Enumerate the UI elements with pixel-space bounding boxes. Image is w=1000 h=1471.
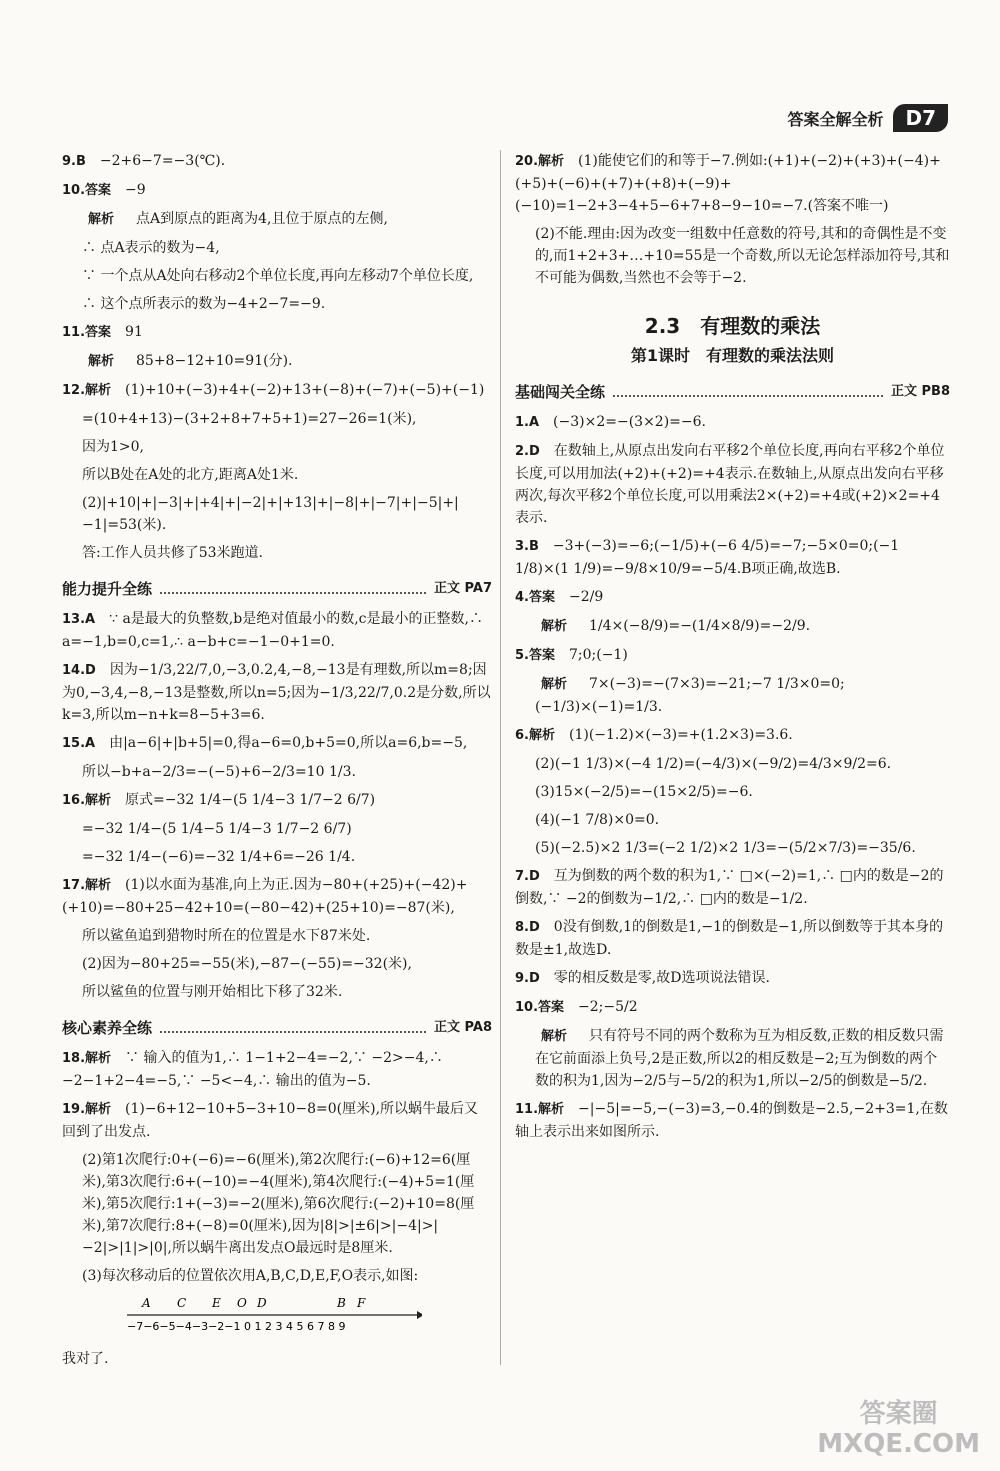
answer-text: ∵ 输入的值为1,∴ 1−1+2−4=−2,∵ −2>−4,∴ −2−1+2−4=−5,∵ −5<−4,∴ 输出的值为−5.	[62, 1050, 443, 1089]
answer-line	[62, 925, 492, 947]
question-number: 2.D	[515, 444, 540, 459]
answer-line	[515, 724, 950, 747]
left-answers-3	[62, 1047, 492, 1287]
answer-line	[62, 981, 492, 1003]
question-number: 20.解析	[515, 154, 565, 169]
answer-line	[62, 208, 492, 231]
section-title: 基础闯关全练	[515, 383, 606, 401]
question-number: 11.解析	[515, 1102, 565, 1117]
answer-line	[62, 789, 492, 812]
answer-text: 所以鲨鱼追到猎物时所在的位置是水下87米处.	[82, 928, 371, 944]
answer-line	[62, 818, 492, 840]
answer-line	[62, 237, 492, 259]
answer-text: ∵ a是最大的负整数,b是绝对值最小的数,c是最小的正整数,∴ a=−1,b=0,c=1,∴ a−b+c=−1−0+1=0.	[62, 611, 483, 650]
question-number: 14.D	[62, 663, 96, 678]
answer-text: (4)(−1 7/8)×0=0.	[535, 812, 660, 828]
analysis-tag: 解析	[88, 212, 115, 227]
analysis-tag: 解析	[541, 619, 568, 634]
analysis-tag: 解析	[541, 1029, 568, 1044]
question-number: 12.解析	[62, 383, 112, 398]
answer-line	[515, 967, 950, 990]
question-number: 15.A	[62, 736, 96, 751]
answer-text: 7×(−3)=−(7×3)=−21;−7 1/3×0=0;(−1/3)×(−1)=1/3.	[535, 676, 845, 715]
right-column	[515, 150, 950, 1149]
question-number: 10.答案	[515, 1000, 565, 1015]
header-title: 答案全解全析	[787, 109, 884, 129]
answer-text: 因为−1/3,22/7,0,−3,0.2,4,−8,−13是有理数,所以m=8;因为0,−3,4,−8,−13是整数,所以n=5;因为−1/3,22/7,0.2是分数,所以k=3,所以m−n+k=8−5+3=6.	[62, 662, 491, 723]
analysis-tag: 解析	[541, 677, 568, 692]
answer-text: (1)(−1.2)×(−3)=+(1.2×3)=3.6.	[568, 727, 793, 743]
question-number: 17.解析	[62, 878, 112, 893]
dotted-leader	[613, 387, 883, 397]
answer-text: 原式=−32 1/4−(5 1/4−3 1/7−2 6/7)	[125, 792, 376, 808]
section-header-core	[62, 1017, 492, 1039]
answer-line	[515, 865, 950, 910]
answer-text: −2;−5/2	[578, 999, 638, 1015]
answer-line	[62, 953, 492, 975]
left-column	[62, 150, 492, 1376]
answer-line	[62, 379, 492, 402]
question-number: 5.答案	[515, 648, 555, 663]
analysis-tag: 解析	[88, 354, 115, 369]
answer-text: =−32 1/4−(−6)=−32 1/4+6=−26 1/4.	[82, 849, 356, 865]
answer-line	[515, 411, 950, 434]
answer-line	[62, 608, 492, 653]
answer-text: 1/4×(−8/9)=−(1/4×8/9)=−2/9.	[589, 618, 811, 634]
number-line-figure	[122, 1293, 492, 1340]
watermark-line1: 答案圈	[859, 1399, 938, 1429]
answer-text: (3)每次移动后的位置依次用A,B,C,D,E,F,O表示,如图:	[82, 1268, 419, 1284]
answer-text: −9	[125, 182, 146, 198]
point-label: E	[212, 1296, 221, 1310]
page-header	[787, 104, 948, 132]
answer-line	[62, 408, 492, 430]
answer-text: 所以−b+a−2/3=−(−5)+6−2/3=10 1/3.	[82, 764, 356, 780]
answer-line	[62, 846, 492, 868]
answer-line	[62, 1265, 492, 1287]
answer-text: 因为1>0,	[82, 439, 144, 455]
left-answers-1	[62, 150, 492, 564]
answer-text: (1)能使它们的和等于−7.例如:(+1)+(−2)+(+3)+(−4)+(+5)+(−6)+(+7)+(+8)+(−9)+(−10)=1−2+3−4+5−6+7+8−9−10=−7.(答案不唯一)	[515, 153, 941, 214]
question-number: 6.解析	[515, 728, 555, 743]
answer-line	[62, 542, 492, 564]
watermark-logo	[817, 1399, 980, 1459]
answer-text: ∴ 点A表示的数为−4,	[82, 240, 220, 256]
question-number: 10.答案	[62, 183, 112, 198]
section-header-basic	[515, 381, 950, 403]
answer-text: 91	[125, 324, 143, 340]
final-note: 我对了.	[62, 1351, 109, 1367]
section-title: 核心素养全练	[62, 1019, 153, 1037]
answer-line	[515, 996, 950, 1019]
answer-line	[515, 673, 950, 718]
answer-text: =−32 1/4−(5 1/4−5 1/4−3 1/7−2 6/7)	[82, 821, 352, 837]
answer-line	[515, 753, 950, 775]
answer-line	[62, 761, 492, 783]
answer-text: 在数轴上,从原点出发向右平移2个单位长度,再向右平移2个单位长度,可以用加法(+2)+(+2)=+4表示.在数轴上,从原点出发向右平移两次,每次平移2个单位长度,可以用乘法2×(+2)=+4或(+2)×2=+4表示.	[515, 443, 945, 526]
answer-line	[515, 440, 950, 529]
question-number: 18.解析	[62, 1051, 112, 1066]
arrow-head-icon	[417, 1311, 422, 1319]
question-number: 1.A	[515, 415, 540, 430]
section-ref: 正文 PA8	[434, 1020, 492, 1035]
dotted-leader	[160, 1023, 426, 1033]
dotted-leader	[160, 584, 426, 594]
number-line-svg	[122, 1293, 422, 1333]
question-number: 16.解析	[62, 793, 112, 808]
point-label: B	[337, 1296, 346, 1310]
answer-line	[515, 781, 950, 803]
answer-line	[515, 644, 950, 667]
answer-line	[62, 464, 492, 486]
answer-text: −|−5|=−5,−(−3)=3,−0.4的倒数是−2.5,−2+3=1,在数轴上表示出来如图所示.	[515, 1101, 948, 1140]
answer-line	[515, 223, 950, 289]
answer-text: −2/9	[568, 589, 604, 605]
answer-text: 点A到原点的距离为4,且位于原点的左侧,	[136, 211, 388, 227]
answer-text: 互为倒数的两个数的积为1,∵ □×(−2)=1,∴ □内的数是−2的倒数,∵ −2的倒数为−1/2,∴ □内的数是−1/2.	[515, 868, 944, 907]
question-number: 7.D	[515, 869, 540, 884]
answer-line	[62, 1047, 492, 1092]
answer-text: (2)第1次爬行:0+(−6)=−6(厘米),第2次爬行:(−6)+12=6(厘米),第3次爬行:6+(−10)=−4(厘米),第4次爬行:(−4)+5=1(厘米),第5次爬行:1+(−3)=−2(厘米),第6次爬行:(−2)+10=8(厘米),第7次爬行:8+(−8)=0(厘米),因为|8|>|±6|>|−4|>|−2|>|1|>|0|,所以蜗牛离出发点O最远时是8厘米.	[82, 1152, 475, 1256]
question-number: 3.B	[515, 539, 539, 554]
answer-text: 答:工作人员共修了53米跑道.	[82, 545, 263, 561]
page-number-badge: D7	[893, 104, 948, 132]
point-label: C	[177, 1296, 187, 1310]
answer-line	[62, 293, 492, 315]
answer-line	[62, 265, 492, 287]
watermark-line2: MXQE.COM	[817, 1429, 980, 1459]
answer-line	[62, 179, 492, 202]
column-divider	[500, 150, 501, 1365]
answer-line	[515, 586, 950, 609]
right-answers-1	[515, 150, 950, 289]
question-number: 4.答案	[515, 590, 555, 605]
question-number: 9.B	[62, 154, 86, 169]
answer-text: (5)(−2.5)×2 1/3=(−2 1/2)×2 1/3=−(5/2×7/3)=−35/6.	[535, 840, 916, 856]
answer-line	[515, 916, 950, 961]
answer-text: ∵ 一个点从A处向右移动2个单位长度,再向左移动7个单位长度,	[82, 268, 474, 284]
answer-text: (3)15×(−2/5)=−(15×2/5)=−6.	[535, 784, 753, 800]
point-label: D	[257, 1296, 267, 1310]
answer-line	[62, 659, 492, 726]
answer-text: 7;0;(−1)	[568, 647, 628, 663]
answer-text: 由|a−6|+|b+5|=0,得a−6=0,b+5=0,所以a=6,b=−5,	[109, 735, 468, 751]
answer-line	[62, 150, 492, 173]
question-number: 8.D	[515, 920, 540, 935]
question-number: 9.D	[515, 971, 540, 986]
section-ref: 正文 PB8	[890, 384, 950, 399]
answer-line	[62, 1149, 492, 1259]
answer-line	[515, 615, 950, 638]
answer-line	[515, 809, 950, 831]
answer-text: −3+(−3)=−6;(−1/5)+(−6 4/5)=−7;−5×0=0;(−1 1/8)×(1 1/9)=−9/8×10/9=−5/4.B项正确,故选B.	[515, 538, 900, 577]
chapter-heading: 2.3 有理数的乘法	[644, 314, 821, 338]
answer-text: 只有符号不同的两个数称为互为相反数,正数的相反数只需在它前面添上负号,2是正数,所以2的相反数是−2;互为倒数的两个数的积为1,因为−2/5与−5/2的积为1,所以−2/5的倒数是−5/2.	[535, 1028, 944, 1089]
lesson-heading: 第1课时 有理数的乘法法则	[630, 346, 835, 365]
answer-line	[515, 535, 950, 580]
question-number: 13.A	[62, 612, 96, 627]
answer-text: (1)+10+(−3)+4+(−2)+13+(−8)+(−7)+(−5)+(−1)	[125, 382, 485, 398]
left-answers-2	[62, 608, 492, 1003]
answer-text: 所以B处在A处的北方,距离A处1米.	[82, 467, 299, 483]
answer-line	[62, 492, 492, 536]
section-title: 能力提升全练	[62, 580, 153, 598]
point-label: A	[142, 1296, 151, 1310]
answer-text: (1)−6+12−10+5−3+10−8=0(厘米),所以蜗牛最后又回到了出发点.	[62, 1101, 479, 1140]
answer-text: 0没有倒数,1的倒数是1,−1的倒数是−1,所以倒数等于其本身的数是±1,故选D.	[515, 919, 944, 958]
answer-line	[62, 874, 492, 919]
answer-line	[62, 436, 492, 458]
answer-line	[62, 321, 492, 344]
right-answers-2	[515, 411, 950, 1143]
answer-text: (2)(−1 1/3)×(−4 1/2)=(−4/3)×(−9/2)=4/3×9/2=6.	[535, 756, 892, 772]
point-label: F	[357, 1296, 366, 1310]
section-ref: 正文 PA7	[434, 581, 492, 596]
answer-text: (2)不能.理由:因为改变一组数中任意数的符号,其和的奇偶性是不变的,而1+2+3+…+10=55是一个奇数,所以无论怎样添加符号,其和不可能为偶数,当然也不会等于−2.	[535, 226, 950, 286]
answer-line	[62, 1098, 492, 1143]
answer-text: (2)因为−80+25=−55(米),−87−(−55)=−32(米),	[82, 956, 412, 972]
answer-text: (1)以水面为基准,向上为正.因为−80+(+25)+(−42)+(+10)=−80+25−42+10=(−80−42)+(25+10)=−87(米),	[62, 877, 468, 916]
answer-line	[515, 1098, 950, 1143]
answer-line	[62, 732, 492, 755]
answer-line	[515, 150, 950, 217]
answer-text: =(10+4+13)−(3+2+8+7+5+1)=27−26=1(米),	[82, 411, 417, 427]
question-number: 19.解析	[62, 1102, 112, 1117]
answer-text: 85+8−12+10=91(分).	[136, 353, 293, 369]
section-header-ability	[62, 578, 492, 600]
answer-line	[62, 350, 492, 373]
answer-text: 所以鲨鱼的位置与刚开始相比下移了32米.	[82, 984, 343, 1000]
answer-text: (2)|+10|+|−3|+|+4|+|−2|+|+13|+|−8|+|−7|+|−5|+|−1|=53(米).	[82, 495, 459, 533]
answer-text: 零的相反数是零,故D选项说法错误.	[553, 970, 770, 986]
answer-line	[515, 1025, 950, 1092]
answer-text: ∴ 这个点所表示的数为−4+2−7=−9.	[82, 296, 326, 312]
answer-text: −2+6−7=−3(℃).	[99, 153, 226, 169]
answer-text: (−3)×2=−(3×2)=−6.	[553, 414, 706, 430]
answer-line	[515, 837, 950, 859]
number-line-ticks: −7−6−5−4−3−2−1 0 1 2 3 4 5 6 7 8 9	[127, 1320, 346, 1333]
point-label: O	[237, 1296, 247, 1310]
question-number: 11.答案	[62, 325, 112, 340]
